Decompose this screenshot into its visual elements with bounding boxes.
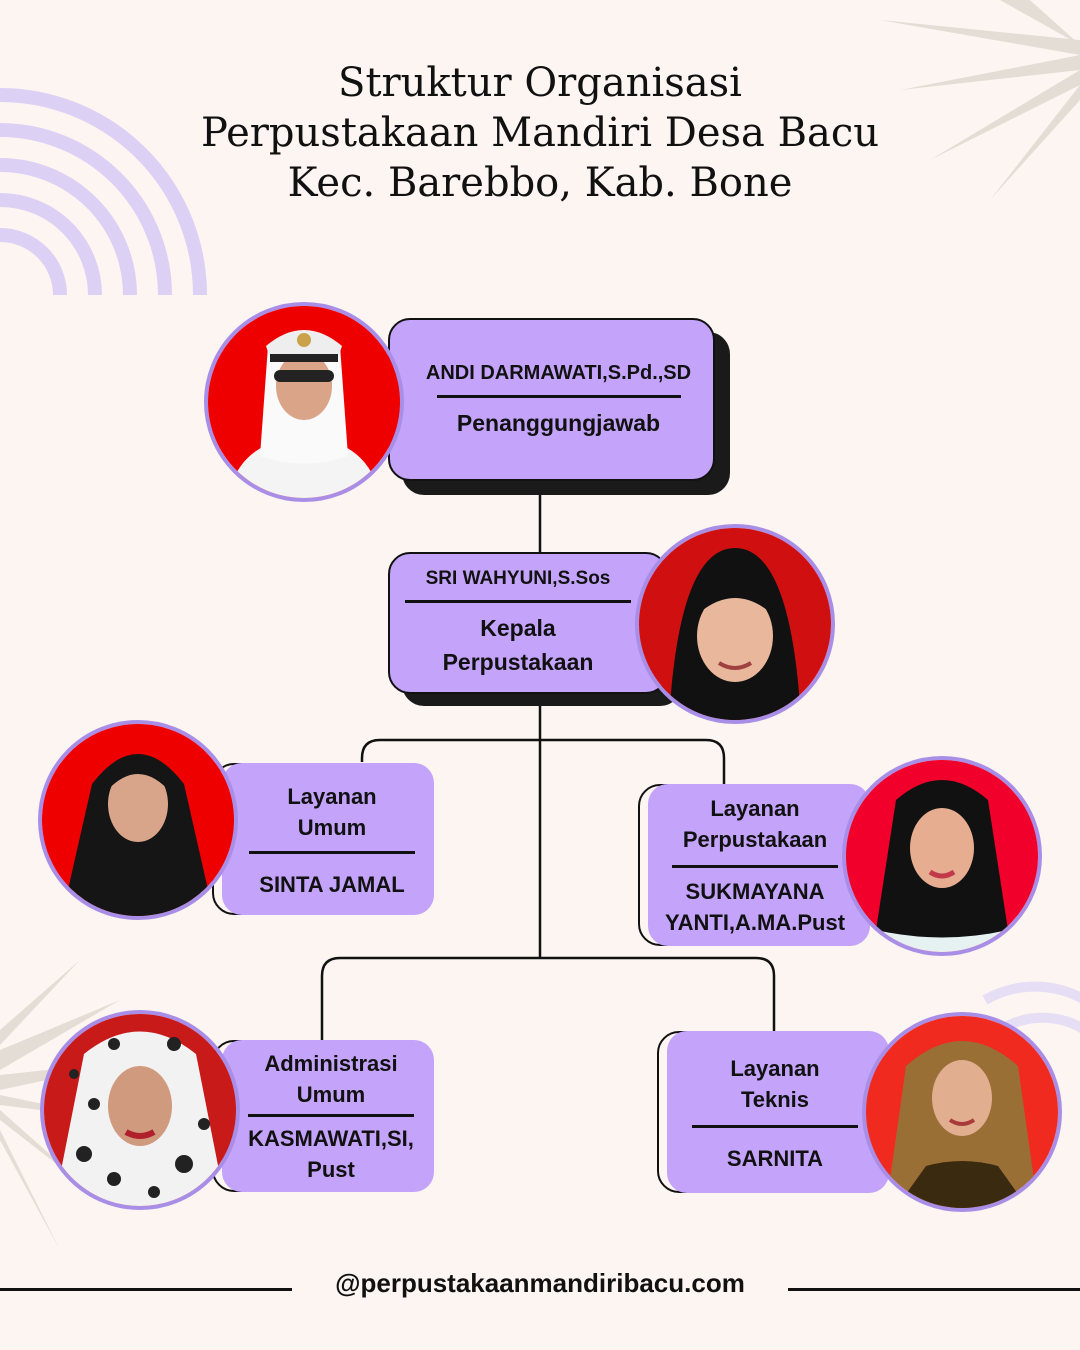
avatar-kepala xyxy=(635,524,835,724)
head-role: Penanggungjawab xyxy=(456,410,661,436)
layanan-umum-role-line-1: Layanan xyxy=(287,783,377,809)
avatar-layanan-umum xyxy=(38,720,238,920)
title-line-2: Perpustakaan Mandiri Desa Bacu xyxy=(201,110,879,156)
avatar-head xyxy=(204,302,404,502)
administrasi-name-line-1: KASMAWATI,SI, xyxy=(248,1125,414,1151)
layanan-perpustakaan-name-line-2: YANTI,A.MA.Pust xyxy=(664,909,846,935)
layanan-teknis-role-line-1: Layanan xyxy=(730,1055,820,1081)
layanan-umum-name: SINTA JAMAL xyxy=(259,871,405,897)
avatar-administrasi-umum xyxy=(40,1010,240,1210)
title-line-1: Struktur Organisasi xyxy=(338,60,742,106)
administrasi-role-line-1: Administrasi xyxy=(264,1050,398,1076)
footer-handle: @perpustakaanmandiribacu.com xyxy=(335,1268,745,1298)
layanan-perpustakaan-role-line-1: Layanan xyxy=(710,795,800,821)
avatar-layanan-perpustakaan xyxy=(842,756,1042,956)
layanan-teknis-name: SARNITA xyxy=(726,1145,824,1171)
kepala-role-line-1: Kepala xyxy=(480,614,556,641)
administrasi-name-line-2: Pust xyxy=(307,1156,355,1182)
layanan-umum-role-line-2: Umum xyxy=(297,814,367,840)
head-name: ANDI DARMAWATI,S.Pd.,SD xyxy=(425,362,692,384)
kepala-name: SRI WAHYUNI,S.Sos xyxy=(425,567,611,589)
layanan-teknis-role-line-2: Teknis xyxy=(740,1086,810,1112)
layanan-perpustakaan-role-line-2: Perpustakaan xyxy=(682,826,828,852)
layanan-perpustakaan-name-line-1: SUKMAYANA xyxy=(685,878,825,904)
kepala-role-line-2: Perpustakaan xyxy=(442,648,594,675)
avatar-layanan-teknis xyxy=(862,1012,1062,1212)
title-line-3: Kec. Barebbo, Kab. Bone xyxy=(287,160,793,206)
administrasi-role-line-2: Umum xyxy=(296,1081,366,1107)
